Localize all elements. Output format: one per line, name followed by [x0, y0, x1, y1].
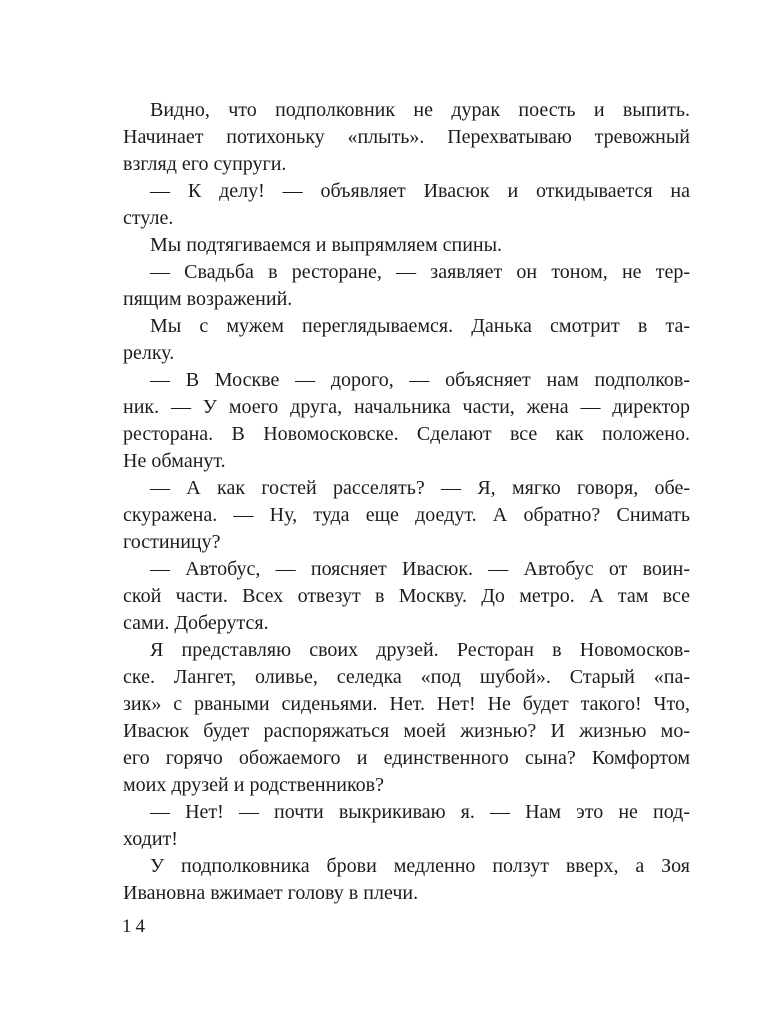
text-line: — Свадьба в ресторане, — заявляет он тоном, не тер- [150, 261, 690, 283]
page-text-block [123, 97, 690, 907]
text-line: — Автобус, — поясняет Ивасюк. — Автобус от воин- [150, 558, 690, 580]
text-line: Начинает потихоньку «плыть». Перехватываю тревожный [123, 126, 690, 148]
paragraph [123, 853, 690, 907]
paragraph [123, 799, 690, 853]
text-line: Не обманут. [123, 450, 226, 472]
text-line: релку. [123, 342, 175, 364]
text-line: его горячо обожаемого и единственного сына? Комфортом [123, 747, 690, 769]
text-line: ресторана. В Новомосковске. Сделают все как положено. [123, 423, 690, 445]
text-line: Видно, что подполковник не дурак поесть и выпить. [150, 99, 690, 121]
text-line: зик» с рваными сиденьями. Нет. Нет! Не будет такого! Что, [123, 693, 690, 715]
text-line: — В Москве — дорого, — объясняет нам подполков- [150, 369, 690, 391]
paragraph [123, 232, 690, 259]
paragraph [123, 313, 690, 367]
paragraph [123, 178, 690, 232]
text-line: Ивасюк будет распоряжаться моей жизнью? И жизнью мо- [123, 720, 690, 742]
paragraph [123, 97, 690, 178]
text-line: взгляд его супруги. [123, 153, 287, 175]
text-line: — А как гостей расселять? — Я, мягко говоря, обе- [150, 477, 690, 499]
text-line: Ивановна вжимает голову в плечи. [123, 882, 419, 904]
text-line: моих друзей и родственников? [123, 774, 385, 796]
paragraph [123, 637, 690, 799]
text-line: сами. Доберутся. [123, 612, 269, 634]
text-line: ске. Лангет, оливье, селедка «под шубой». Старый «па- [123, 666, 690, 688]
text-line: ходит! [123, 828, 178, 850]
text-line: Мы подтягиваемся и выпрямляем спины. [150, 234, 503, 256]
text-line: стуле. [123, 207, 174, 229]
text-line: У подполковника брови медленно ползут вверх, а Зоя [150, 855, 690, 877]
text-line: Мы с мужем переглядываемся. Данька смотрит в та- [150, 315, 690, 337]
text-line: гостиницу? [123, 531, 221, 553]
text-line: пящим возражений. [123, 288, 293, 310]
page-number: 14 [122, 916, 149, 937]
text-line: — К делу! — объявляет Ивасюк и откидывается на [150, 180, 690, 202]
text-line: — Нет! — почти выкрикиваю я. — Нам это не под- [150, 801, 690, 823]
paragraph [123, 475, 690, 556]
text-line: ской части. Всех отвезут в Москву. До метро. А там все [123, 585, 690, 607]
text-line: скуражена. — Ну, туда еще доедут. А обратно? Снимать [123, 504, 690, 526]
paragraph [123, 259, 690, 313]
text-line: Я представляю своих друзей. Ресторан в Новомосков- [150, 639, 690, 661]
text-line: ник. — У моего друга, начальника части, жена — директор [123, 396, 690, 418]
paragraph [123, 367, 690, 475]
paragraph [123, 556, 690, 637]
